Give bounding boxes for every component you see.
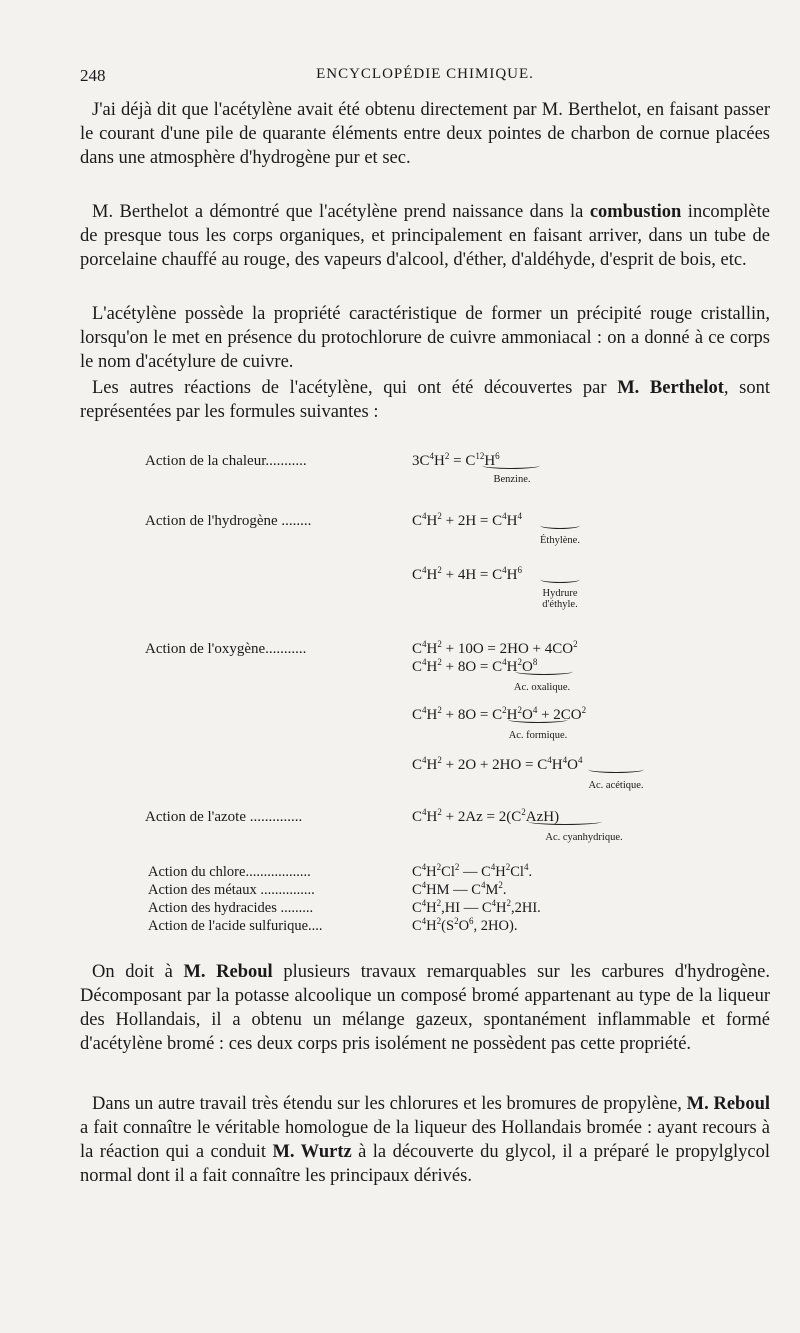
list-label-hydracids: Action des hydracides ......... bbox=[148, 900, 314, 916]
brace-mark bbox=[528, 818, 602, 825]
page-header bbox=[80, 66, 770, 88]
formula-nitrogen: $C^4H^2 + 2Az = 2(C^2AzH)$ bbox=[412, 807, 560, 825]
paragraph-text: à la découverte du glycol, il a préparé le propylglycol normal dont il a fait connaître les principaux dérivés. bbox=[80, 1142, 770, 1186]
product-note: Benzine. bbox=[493, 474, 531, 485]
list-label-sulfuric: Action de l'acide sulfurique.... bbox=[148, 918, 323, 934]
running-title: ENCYCLOPÉDIE CHIMIQUE. bbox=[316, 66, 534, 82]
paragraph-text: plusieurs travaux remarquables sur les carbures d'hydrogène. Décomposant par la potasse alcoolique un composé bromé appartenant au type de la liqueur des Hollandais, il a obtenu un mélange gazeux, spontanément inflammable et formé d'acétylène bromé : ces deux corps pris isolément ne possèdent pas cette propriété. bbox=[80, 962, 771, 1054]
formula-hydrogen-1: $C^4H^2 + 2H = C^4H^4$ bbox=[412, 511, 522, 529]
paragraph-text: Les autres réactions de l'acétylène, qui ont été découvertes par bbox=[92, 378, 618, 398]
paragraph-acetylure: L'acétylène possède la propriété caractéristique de former un précipité rouge cristallin, lorsqu'on le met en présence du protochlorure de cuivre ammoniacal : on a donné à ce corps le nom d'acétylure de cuivre. bbox=[80, 304, 770, 372]
product-note: d'éthyle. bbox=[542, 599, 578, 610]
product-note: Ac. cyanhydrique. bbox=[545, 832, 623, 843]
paragraph-text: Dans un autre travail très étendu sur les chlorures et les bromures de propylène, bbox=[92, 1094, 687, 1114]
list-label-chlorine: Action du chlore.................. bbox=[148, 864, 311, 880]
paragraph-berthelot-pile: J'ai déjà dit que l'acétylène avait été obtenu directement par M. Berthelot, en faisant passer le courant d'une pile de quarante éléments entre deux pointes de charbon de cornue placées dans une atmosphère d'hydrogène pur et sec. bbox=[80, 100, 770, 168]
author-name: M. Reboul bbox=[686, 1094, 770, 1114]
brace-mark bbox=[588, 766, 644, 773]
brace-mark bbox=[540, 522, 580, 529]
paragraph-text: M. Berthelot a démontré que l'acétylène prend naissance dans la bbox=[92, 202, 590, 222]
formula-heat: $3C^4H^2 = C^{12}H^6$ bbox=[412, 451, 500, 469]
formula-metals: $C^4HM$ — $C^4M^2$. bbox=[412, 880, 507, 898]
formula-oxygen-1: $C^4H^2 + 10O = 2HO + 4CO^2$ bbox=[412, 639, 578, 657]
paragraph-combustion bbox=[80, 200, 770, 272]
product-note: Hydrure bbox=[542, 588, 578, 599]
reaction-label-nitrogen: Action de l'azote .............. bbox=[145, 809, 303, 825]
formula-oxygen-4: $C^4H^2 + 2O + 2HO = C^4H^4O^4$ bbox=[412, 755, 583, 773]
formula-oxygen-2: $C^4H^2 + 8O = C^4H^2O^8$ bbox=[412, 657, 538, 675]
product-note: Ac. acétique. bbox=[588, 780, 644, 791]
page-number: 248 bbox=[80, 66, 106, 85]
formula-sulfuric: $C^4H^2(S^2O^6$, 2HO). bbox=[412, 916, 518, 934]
author-name: M. Berthelot bbox=[617, 378, 724, 398]
paragraph-text: On doit à bbox=[92, 962, 184, 982]
formula-hydrogen-2: $C^4H^2 + 4H = C^4H^6$ bbox=[412, 565, 522, 583]
list-label-metals: Action des métaux ............... bbox=[148, 882, 315, 898]
paragraph-text: , sont représentées par les formules suivantes : bbox=[80, 378, 771, 422]
paragraph-text: a fait connaître le véritable homologue de la liqueur des Hollandais bromée : ayant recours à la réaction qui a conduit bbox=[80, 1118, 770, 1162]
product-note: Éthylène. bbox=[540, 535, 580, 546]
formula-hydracids: $C^4H^2,HI$ — $C^4H^2,2HI$. bbox=[412, 898, 541, 916]
brace-mark bbox=[482, 462, 540, 469]
product-note: Ac. formique. bbox=[508, 730, 568, 741]
brace-mark bbox=[508, 716, 568, 723]
product-note: Ac. oxalique. bbox=[513, 682, 571, 693]
paragraph-reboul-2 bbox=[80, 1092, 770, 1188]
author-name: M. Wurtz bbox=[272, 1142, 352, 1162]
brace-mark bbox=[540, 576, 580, 583]
paragraph-reboul-1 bbox=[80, 960, 770, 1056]
paragraph-text: incomplète de presque tous les corps organiques, et principalement en faisant arriver, dans un tube de porcelaine chauffé au rouge, des vapeurs d'alcool, d'éther, d'aldéhyde, d'esprit de bois, etc. bbox=[80, 202, 770, 270]
reaction-label-oxygen: Action de l'oxygène........... bbox=[145, 641, 307, 657]
formula-oxygen-3: $C^4H^2 + 8O = C^2H^2O^4 + 2CO^2$ bbox=[412, 705, 587, 723]
brace-mark bbox=[515, 668, 573, 675]
reaction-label-hydrogen: Action de l'hydrogène ........ bbox=[145, 513, 312, 529]
paragraph-other-reactions bbox=[80, 376, 770, 424]
formula-chlorine: $C^4H^2Cl^2$ — $C^4H^2Cl^4$. bbox=[412, 862, 533, 880]
author-name: M. Reboul bbox=[183, 962, 273, 982]
emphasis: combustion bbox=[589, 202, 682, 222]
reaction-label-heat: Action de la chaleur........... bbox=[145, 453, 307, 469]
